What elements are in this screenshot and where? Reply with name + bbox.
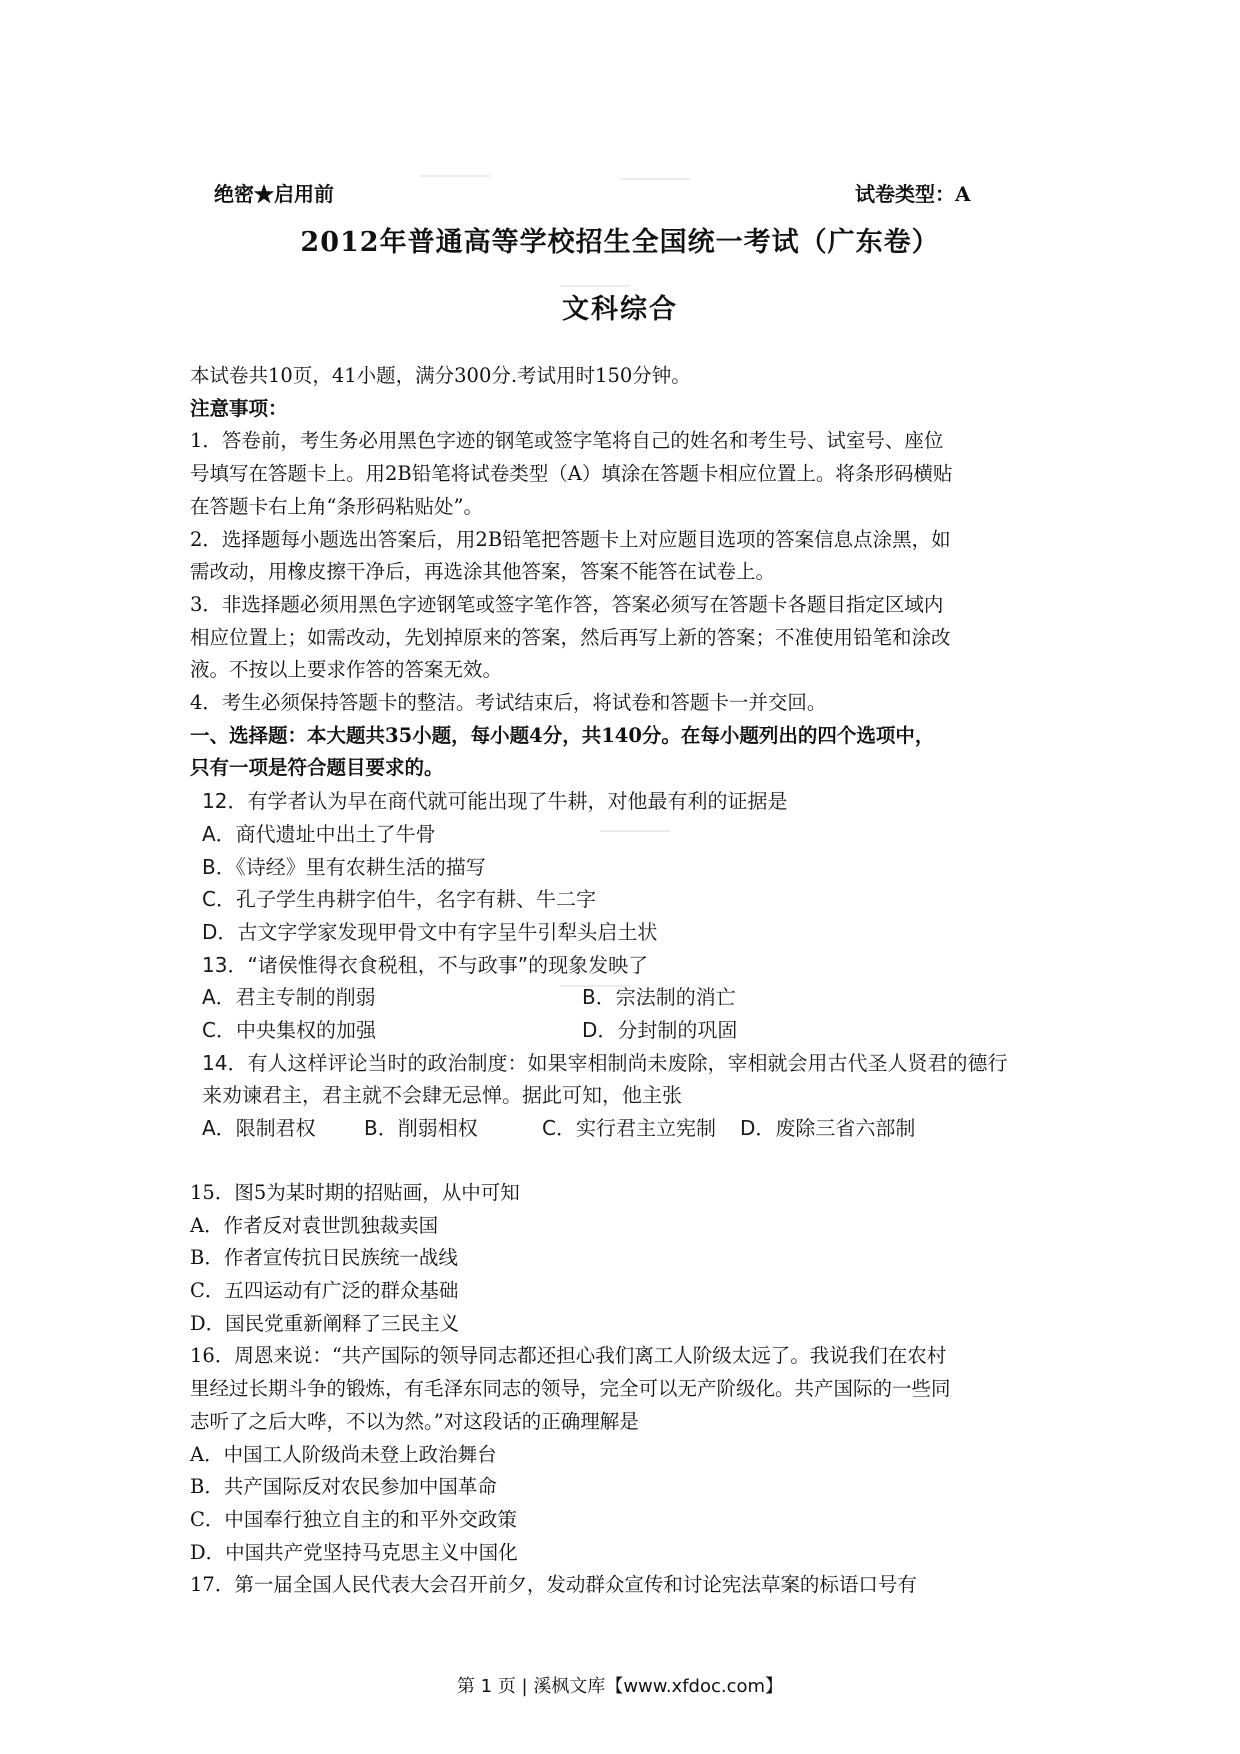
question-15-option: C．五四运动有广泛的群众基础: [190, 1278, 459, 1302]
notice-line: 2．选择题每小题选出答案后，用2B铅笔把答题卡上对应题目选项的答案信息点涂黑，如: [190, 527, 951, 551]
notice-line: 液。不按以上要求作答的答案无效。: [190, 658, 503, 682]
exam-subtitle: 文科综合: [562, 294, 678, 325]
question-16-stem: 志听了之后大哗，不以为然。”对这段话的正确理解是: [190, 1409, 639, 1433]
question-16-option: D．中国共产党坚持马克思主义中国化: [190, 1540, 518, 1564]
watermark-mark: [560, 285, 630, 297]
question-15-option: B．作者宣传抗日民族统一战线: [190, 1246, 458, 1270]
notice-heading: 注意事项：: [190, 396, 288, 420]
question-12-option: B．《诗经》里有农耕生活的描写: [202, 854, 486, 879]
exam-body: [190, 360, 1070, 1602]
question-16-option: C．中国奉行独立自主的和平外交政策: [190, 1507, 517, 1531]
question-14-stem: 来劝谏君主，君主就不会肆无忌惮。据此可知，他主张: [202, 1083, 682, 1108]
question-13-options-row: [190, 1014, 1070, 1047]
question-17-stem: 17．第一届全国人民代表大会召开前夕，发动群众宣传和讨论宪法草案的标语口号有: [190, 1573, 917, 1597]
notice-line: 3．非选择题必须用黑色字迹钢笔或签字笔作答，答案必须写在答题卡各题目指定区域内: [190, 592, 944, 616]
question-14-stem: 14．有人这样评论当时的政治制度：如果宰相制尚未废除，宰相就会用古代圣人贤君的德行: [202, 1050, 1008, 1075]
question-13-option: A．君主专制的削弱: [202, 985, 376, 1010]
exam-title: 2012年普通高等学校招生全国统一考试（广东卷）: [300, 227, 940, 258]
section-heading: 一、选择题：本大题共35小题，每小题4分，共140分。在每小题列出的四个选项中，: [190, 723, 935, 747]
question-12-option: C．孔子学生冉耕字伯牛，名字有耕、牛二字: [202, 887, 596, 912]
question-16-option: A．中国工人阶级尚未登上政治舞台: [190, 1442, 497, 1466]
section-heading: 只有一项是符合题目要求的。: [190, 756, 444, 780]
question-14-option: C．实行君主立宪制: [542, 1116, 716, 1141]
question-14-option: D．废除三省六部制: [740, 1116, 916, 1141]
question-13-option: B．宗法制的消亡: [582, 985, 736, 1010]
question-12-option: A．商代遗址中出土了牛骨: [202, 821, 436, 846]
question-15-option: D．国民党重新阐释了三民主义: [190, 1311, 460, 1335]
watermark-mark: [620, 178, 690, 190]
notice-line: 1．答卷前，考生务必用黑色字迹的钢笔或签字笔将自己的姓名和考生号、试室号、座位: [190, 429, 944, 453]
notice-line: 需改动，用橡皮擦干净后，再选涂其他答案，答案不能答在试卷上。: [190, 560, 776, 584]
watermark-mark: [420, 175, 490, 187]
question-15-option: A．作者反对袁世凯独裁卖国: [190, 1213, 439, 1237]
question-16-stem: 16．周恩来说：“共产国际的领导同志都还担心我们离工人阶级太远了。我说我们在农村: [190, 1344, 947, 1368]
notice-line: 在答题卡右上角“条形码粘贴处”。: [190, 494, 483, 518]
question-13-option: D．分封制的巩固: [582, 1018, 738, 1043]
question-13-options-row: [190, 981, 1070, 1014]
notice-line: 号填写在答题卡上。用2B铅笔将试卷类型（A）填涂在答题卡相应位置上。将条形码横贴: [190, 462, 953, 486]
notice-line: 4．考生必须保持答题卡的整洁。考试结束后，将试卷和答题卡一并交回。: [190, 691, 827, 715]
question-12-option: D．古文字学家发现甲骨文中有字呈牛引犁头启土状: [202, 919, 658, 944]
exam-intro: 本试卷共10页，41小题，满分300分.考试用时150分钟。: [190, 364, 691, 387]
question-14-option: B．削弱相权: [364, 1116, 478, 1141]
question-13-option: C．中央集权的加强: [202, 1018, 376, 1043]
confidential-label: 绝密★启用前: [214, 182, 334, 206]
spacer: [190, 1145, 1070, 1177]
question-12-stem: 12．有学者认为早在商代就可能出现了牛耕，对他最有利的证据是: [202, 789, 788, 814]
question-14-option: A．限制君权: [202, 1116, 316, 1141]
question-15-stem: 15．图5为某时期的招贴画，从中可知: [190, 1180, 520, 1204]
page-footer: 第 1 页 | 溪枫文库【www.xfdoc.com】: [456, 1676, 784, 1697]
question-16-option: B．共产国际反对农民参加中国革命: [190, 1475, 497, 1499]
question-16-stem: 里经过长期斗争的锻炼，有毛泽东同志的领导，完全可以无产阶级化。共产国际的一些同: [190, 1377, 951, 1401]
question-13-stem: 13．“诸侯惟得衣食税租，不与政事”的现象发映了: [202, 952, 649, 977]
question-14-options-row: [190, 1112, 1070, 1145]
paper-type-label: 试卷类型：A: [855, 182, 971, 206]
notice-line: 相应位置上；如需改动，先划掉原来的答案，然后再写上新的答案；不准使用铅笔和涂改: [190, 625, 951, 649]
